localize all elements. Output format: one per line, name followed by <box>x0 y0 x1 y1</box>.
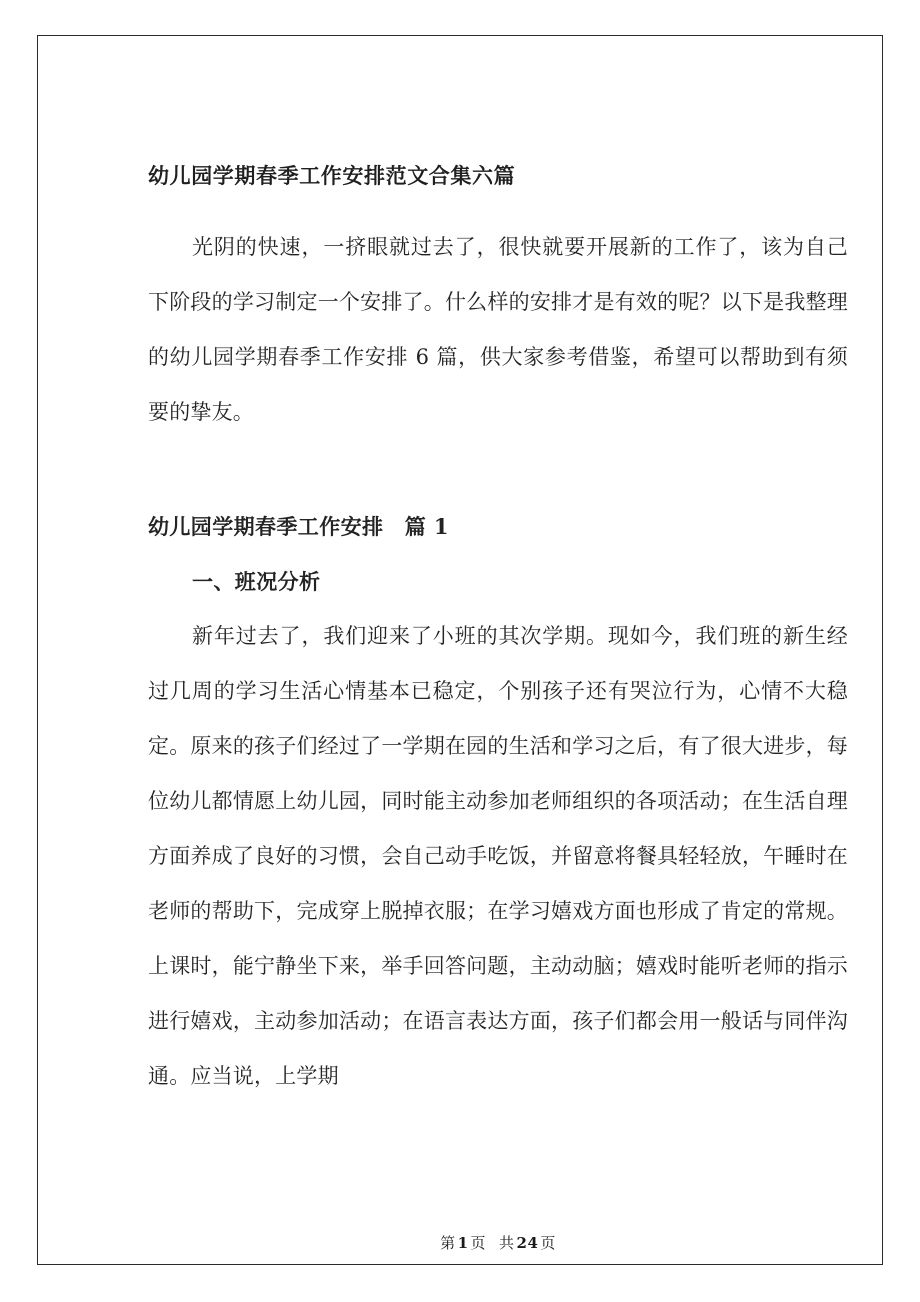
section-heading: 幼儿园学期春季工作安排 篇 1 <box>148 514 449 539</box>
page-frame <box>37 35 883 1265</box>
footer-current-page: 1 <box>457 1234 469 1252</box>
spacer <box>148 440 848 495</box>
intro-paragraph: 光阴的快速，一挤眼就过去了，很快就要开展新的工作了，该为自己下阶段的学习制定一个安排了。什么样的安排才是有效的呢？以下是我整理的幼儿园学期春季工作安排 6 篇，供大家参考借鉴，希望可以帮助到有须要的挚友。 <box>148 235 848 424</box>
document-content <box>148 161 848 1104</box>
footer-total-unit: 页 <box>540 1234 556 1252</box>
footer-page-unit: 页 <box>470 1234 487 1252</box>
body-paragraph: 新年过去了，我们迎来了小班的其次学期。现如今，我们班的新生经过几周的学习生活心情基本已稳定，个别孩子还有哭泣行为，心情不大稳定。原来的孩子们经过了一学期在园的生活和学习之后，有了很大进步，每位幼儿都情愿上幼儿园，同时能主动参加老师组织的各项活动；在生活自理方面养成了良好的习惯，会自己动手吃饭，并留意将餐具轻轻放，午睡时在老师的帮助下，完成穿上脱掉衣服；在学习嬉戏方面也形成了肯定的常规。上课时，能宁静坐下来，举手回答问题，主动动脑；嬉戏时能听老师的指示进行嬉戏，主动参加活动；在语言表达方面，孩子们都会用一般话与同伴沟通。应当说，上学期 <box>148 624 848 1088</box>
page-title: 幼儿园学期春季工作安排范文合集六篇 <box>148 163 516 188</box>
footer-total-prefix: 共 <box>499 1234 515 1252</box>
page-footer <box>75 1232 920 1253</box>
spacer <box>148 191 848 220</box>
sub-heading: 一、班况分析 <box>192 569 321 594</box>
footer-page-prefix: 第 <box>440 1234 456 1252</box>
footer-total-pages: 24 <box>516 1234 539 1252</box>
